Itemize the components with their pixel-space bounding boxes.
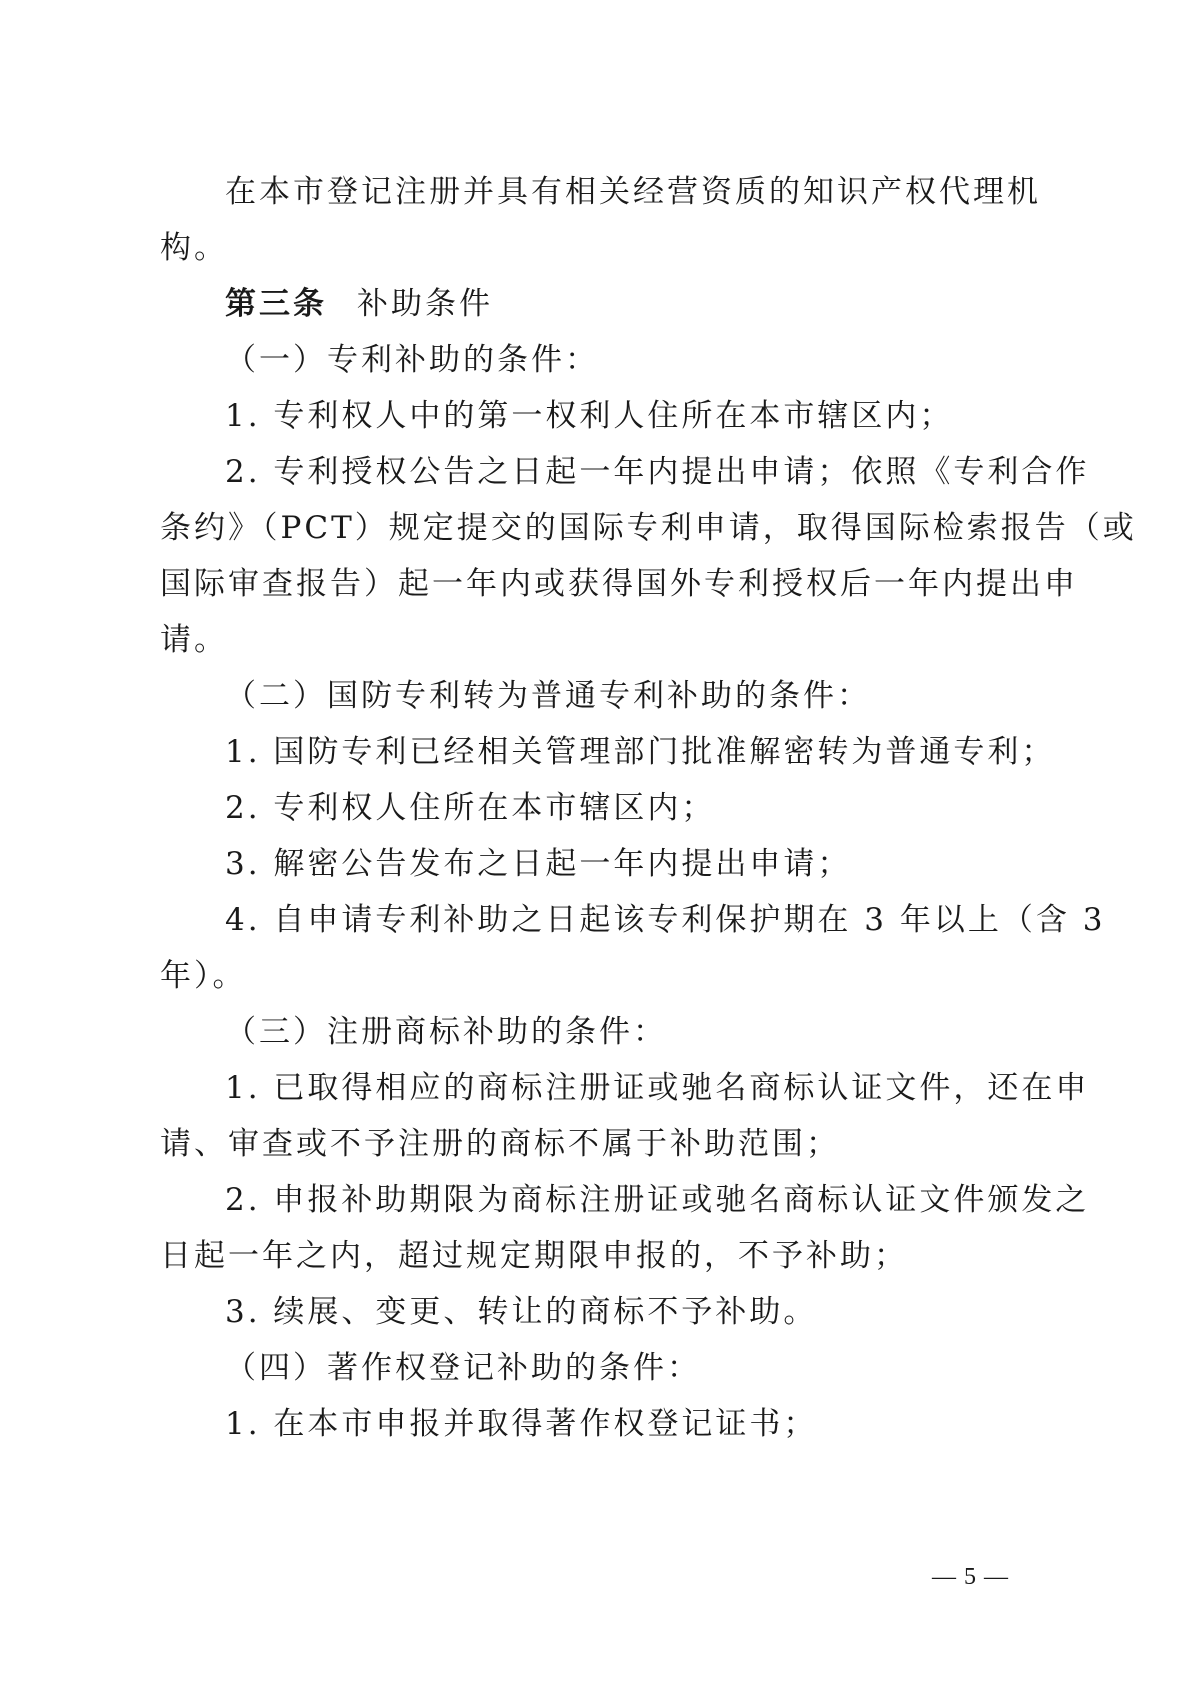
article-heading bbox=[225, 284, 1060, 324]
paragraph-line: 国际审查报告）起一年内或获得国外专利授权后一年内提出申 bbox=[160, 566, 1078, 602]
list-item: 2. 专利授权公告之日起一年内提出申请；依照《专利合作 bbox=[225, 454, 1090, 490]
section-heading: （三）注册商标补助的条件： bbox=[225, 1014, 667, 1050]
list-item: 1. 专利权人中的第一权利人住所在本市辖区内； bbox=[225, 398, 954, 434]
page-number: — 5 — bbox=[932, 1564, 1009, 1590]
section-heading: （二）国防专利转为普通专利补助的条件： bbox=[225, 678, 871, 714]
paragraph-line: 构。 bbox=[160, 230, 228, 266]
paragraph-line: 日起一年之内，超过规定期限申报的，不予补助； bbox=[160, 1238, 908, 1274]
list-item: 1. 在本市申报并取得著作权登记证书； bbox=[225, 1406, 818, 1442]
paragraph-line: 条约》（PCT）规定提交的国际专利申请，取得国际检索报告（或 bbox=[160, 510, 1137, 546]
paragraph-line: 在本市登记注册并具有相关经营资质的知识产权代理机 bbox=[225, 174, 1041, 210]
paragraph-line: 年）。 bbox=[160, 958, 247, 994]
list-item: 3. 解密公告发布之日起一年内提出申请； bbox=[225, 846, 852, 882]
list-item: 4. 自申请专利补助之日起该专利保护期在 3 年以上（含 3 bbox=[225, 902, 1106, 938]
section-heading: （一）专利补助的条件： bbox=[225, 342, 599, 378]
paragraph-line: 请。 bbox=[160, 622, 228, 658]
list-item: 2. 专利权人住所在本市辖区内； bbox=[225, 790, 716, 826]
section-heading: （四）著作权登记补助的条件： bbox=[225, 1350, 701, 1386]
list-item: 1. 国防专利已经相关管理部门批准解密转为普通专利； bbox=[225, 734, 1056, 770]
list-item: 3. 续展、变更、转让的商标不予补助。 bbox=[225, 1294, 818, 1330]
article-title: 补助条件 bbox=[357, 286, 493, 322]
article-label: 第三条 bbox=[225, 286, 327, 322]
list-item: 2. 申报补助期限为商标注册证或驰名商标认证文件颁发之 bbox=[225, 1182, 1090, 1218]
paragraph-line: 请、审查或不予注册的商标不属于补助范围； bbox=[160, 1126, 840, 1162]
list-item: 1. 已取得相应的商标注册证或驰名商标认证文件，还在申 bbox=[225, 1070, 1090, 1106]
